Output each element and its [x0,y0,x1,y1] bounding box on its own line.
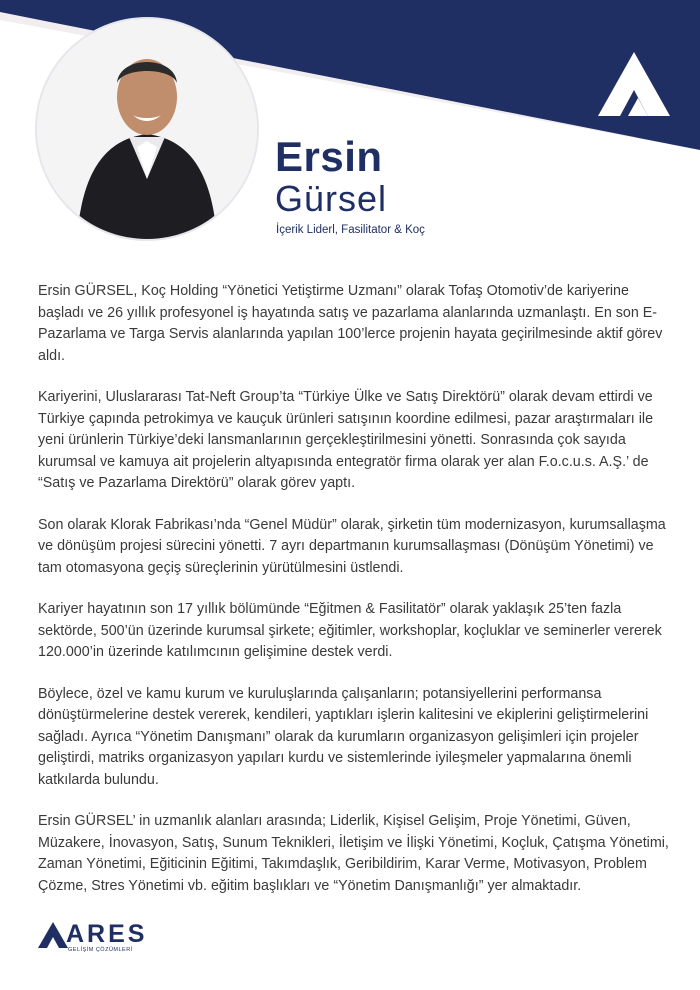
first-name-heading: Ersin [275,133,383,180]
bio-paragraph: Son olarak Klorak Fabrikası’nda “Genel Müdür” olarak, şirketin tüm modernizasyon, kurumsallaşma ve dönüşüm projesi sürecini yönetti. 7 ayrı departmanın kurumsallaşması (Dönüşüm Yönetimi) ve tam otomasyona geçiş süreçlerinin yürütülmesini üstlendi. [38,516,666,576]
ares-mark-icon [38,922,68,948]
bio-paragraph: Böylece, özel ve kamu kurum ve kuruluşlarında çalışanların; potansiyellerini performansa dönüştürmelerine destek vererek, kendileri, yaptıkları işlerin kalitesini ve ekiplerini geliştirmelerini sağladı. Ayrıca “Yönetim Danışmanı” olarak da kurumların organizasyon gelişimleri için projeler geliştirdi, matriks organizasyon yapıları kurdu ve sistemlerinde iyileşmeler yapmalarına önemli katkılarda bulundu. [38,685,649,788]
logo-text: ARES [66,920,148,948]
bio-paragraph: Kariyerini, Uluslararası Tat-Neft Group’ta “Türkiye Ülke ve Satış Direktörü” olarak devam ettirdi ve Türkiye çapında petrokimya ve kauçuk ürünleri satışının koordine edilmesi, pazar araştırmaları ile yeni ürünlerin Türkiye’deki lansmanlarının gerçekleştirilmesini yönetti. Sonrasında çok sayıda kurumsal ve kamuya ait projelerin altyapısında entegratör firma olarak yer alan F.o.c.u.s. A.Ş.’ de “Satış ve Pazarlama Direktörü” olarak görev yaptı. [38,389,654,491]
role-subtitle: İçerik Liderl, Fasilitator & Koç [276,224,425,236]
bio-section [38,281,670,917]
logo-subtitle: GELİŞİM ÇÖZÜMLERİ [68,947,133,953]
last-name-heading: Gürsel [275,178,388,219]
bio-paragraph: Ersin GÜRSEL’ in uzmanlık alanları arasında; Liderlik, Kişisel Gelişim, Proje Yönetimi, Güven, Müzakere, İnovasyon, Satış, Sunum Teknikleri, İletişim ve İlişki Yönetimi, Koçluk, Çatışma Yönetimi, Zaman Yönetimi, Eğiticinin Eğitimi, Takımdaşlık, Geribildirim, Karar Verme, Motivasyon, Problem Çözme, Stres Yönetimi vb. eğitim başlıkları ve “Yönetim Danışmanlığı” yer almaktadır. [38,813,669,894]
profile-photo [37,19,257,239]
ares-footer-logo [38,922,148,954]
brand-triangle-logo-icon [598,52,670,116]
bio-paragraph: Ersin GÜRSEL, Koç Holding “Yönetici Yetiştirme Uzmanı” olarak Tofaş Otomotiv’de kariyerine başladı ve 26 yıllık profesyonel iş hayatında satış ve pazarlama alanlarında uzmanlaştı. En son E-Pazarlama ve Targa Servis alanlarında yapılan 100’lerce projenin hayata geçirilmesinde aktif görev aldı. [38,283,663,364]
bio-paragraph: Kariyer hayatının son 17 yıllık bölümünde “Eğitmen & Fasilitatör” olarak yaklaşık 25’ten fazla sektörde, 500’ün üzerinde kurumsal şirkete; eğitimler, workshoplar, koçluklar ve seminerler vererek 120.000’in üzerinde katılımcının gelişimine destek verdi. [38,601,662,660]
